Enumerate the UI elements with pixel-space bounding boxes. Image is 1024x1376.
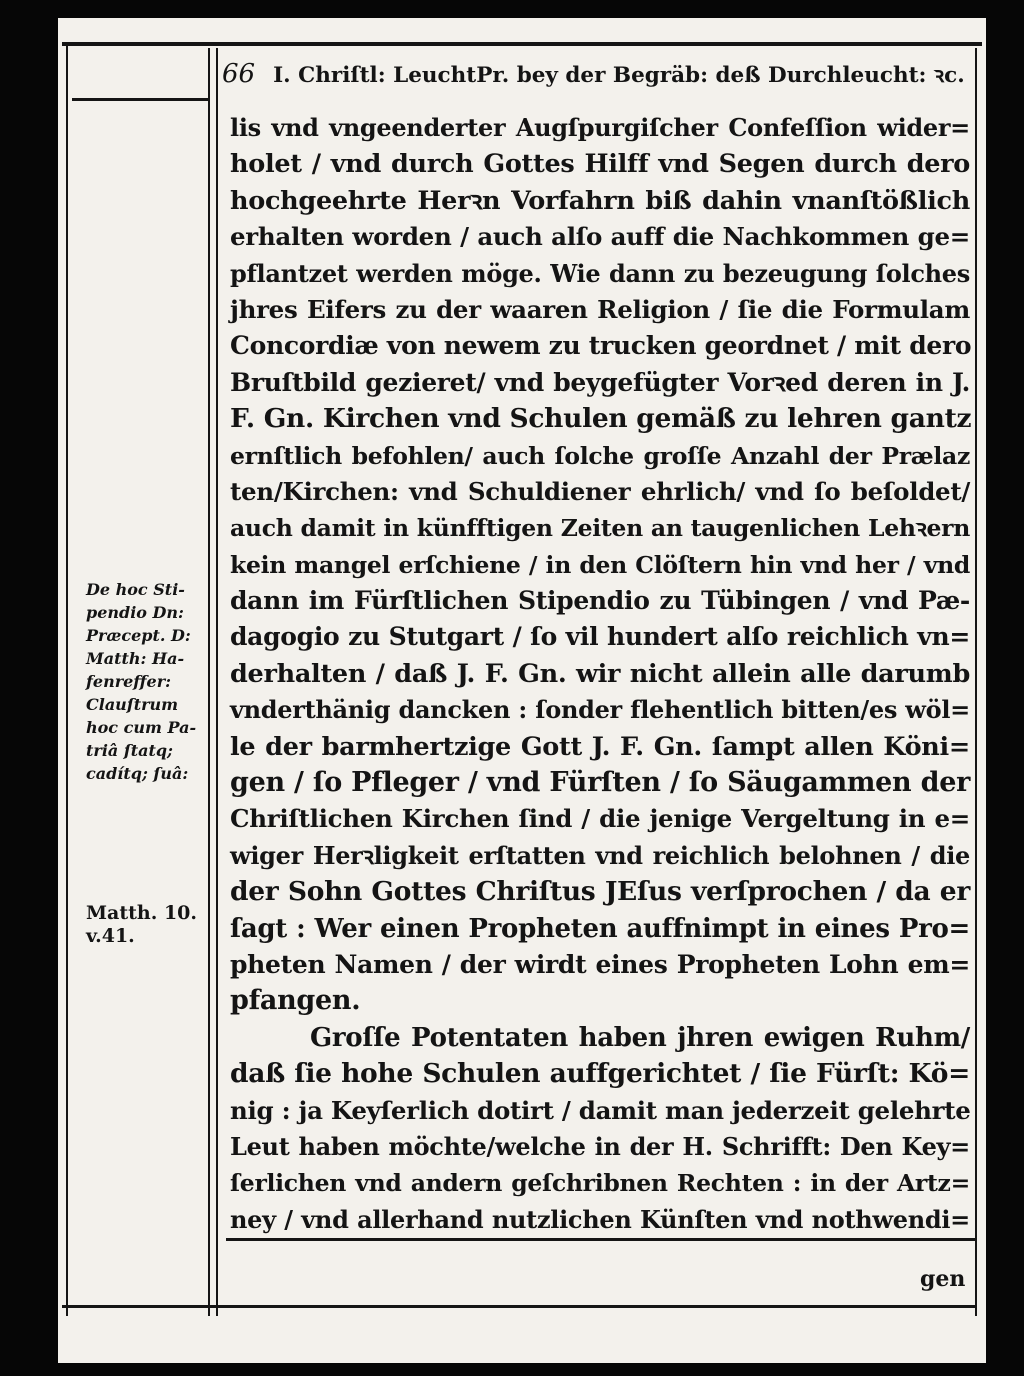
- text-line: Leut haben möchte/welche in der H. Schrifft: Den Key=: [230, 1131, 970, 1161]
- text-line: dagogio zu Stutgart / ſo vil hundert alſo reichlich vn=: [230, 622, 970, 652]
- margin-note-line: pendio Dn:: [86, 603, 184, 622]
- text-line: daß ſie hohe Schulen auffgerichtet / ſie Fürſt: Kö=: [230, 1058, 970, 1090]
- text-bottom-rule: [226, 1238, 976, 1241]
- margin-note-line: De hoc Sti-: [86, 580, 185, 599]
- text-line: der Sohn Gottes Chriſtus JEſus verſprochen / da er: [230, 876, 970, 908]
- running-title: I. Chriſtl: LeuchtPr. bey der Begräb: deß Durchleucht: ꝛc.: [273, 62, 965, 88]
- text-line: pheten Namen / der wirdt eines Propheten Lohn em=: [230, 949, 970, 979]
- text-line: erhalten worden / auch alſo auff die Nachkommen ge=: [230, 222, 970, 252]
- text-line: vnderthänig dancken : ſonder flehentlich bitten/es wöl=: [230, 695, 970, 725]
- header-rule: [62, 42, 982, 46]
- text-line: dann im Fürſtlichen Stipendio zu Tübingen / vnd Pæ-: [230, 586, 970, 616]
- margin-note-line: fenreffer:: [86, 672, 172, 691]
- text-line: ſerlichen vnd andern geſchribnen Rechten : in der Artz=: [230, 1169, 970, 1198]
- text-line: Bruſtbild gezieret/ vnd beygefügter Vorꝛed deren in J.: [230, 367, 970, 397]
- margin-note-line: Præcept. D:: [86, 626, 191, 645]
- running-header: [222, 54, 974, 94]
- text-line: ten/Kirchen: vnd Schuldiener ehrlich/ vnd ſo beſoldet/: [230, 476, 970, 506]
- margin-header-rule: [72, 98, 208, 101]
- left-border-rule: [66, 46, 68, 1316]
- text-line: holet / vnd durch Gottes Hilff vnd Segen durch dero: [230, 149, 970, 180]
- text-line: auch damit in künfftigen Zeiten an taugenlichen Lehꝛern: [230, 514, 970, 543]
- margin-note-line: Matth: Ha-: [86, 649, 185, 668]
- text-line: ernſtlich befohlen/ auch ſolche groſſe Anzahl der Prælaz: [230, 441, 970, 470]
- margin-note-line: Clauſtrum: [86, 695, 179, 714]
- text-line: lis vnd vngeenderter Augſpurgiſcher Confeſſion wider=: [230, 113, 970, 142]
- margin-note-line: hoc cum Pa-: [86, 718, 197, 737]
- margin-note-line: Matth. 10.: [86, 902, 197, 924]
- text-line: gen / ſo Pfleger / vnd Fürſten / ſo Säugammen der: [230, 767, 970, 799]
- margin-note-line: cadítq; ſuâ:: [86, 764, 189, 783]
- page-number: 66: [222, 59, 256, 89]
- text-line: F. Gn. Kirchen vnd Schulen gemäß zu lehren gantz: [230, 403, 972, 435]
- footer-rule: [62, 1305, 976, 1308]
- text-line: nig : ja Keyſerlich dotirt / damit man jederzeit gelehrte: [230, 1095, 971, 1125]
- gutter-rule-outer: [208, 48, 210, 1316]
- text-line: wiger Herꝛligkeit erſtatten vnd reichlich belohnen / die: [230, 840, 970, 870]
- margin-note-scripture-ref: [86, 902, 204, 948]
- text-line: hochgeehrte Herꝛn Vorfahrn biß dahin vnanſtößlich: [230, 185, 970, 216]
- text-line: Concordiæ von newem zu trucken geordnet / mit dero: [230, 331, 972, 361]
- catchword: gen: [920, 1266, 966, 1292]
- right-border-rule: [975, 48, 977, 1316]
- paragraph-start-line: Groſſe Potentaten haben jhren ewigen Ruhm/: [310, 1022, 970, 1053]
- body-text: [230, 110, 970, 1238]
- text-line: Chriſtlichen Kirchen ſind / die jenige Vergeltung in e=: [230, 804, 970, 834]
- text-line: jhres Eifers zu der waaren Religion / ſie die Formulam: [230, 294, 970, 324]
- text-line: pflantzet werden möge. Wie dann zu bezeugung ſolches: [230, 258, 970, 288]
- margin-note-line: triâ ſtatq;: [86, 741, 173, 760]
- text-line: kein mangel erſchiene / in den Clöſtern hin vnd her / vnd: [230, 550, 970, 579]
- text-line: ney / vnd allerhand nutzlichen Künſten vnd nothwendi=: [230, 1204, 970, 1234]
- text-line: le der barmhertzige Gott J. F. Gn. ſampt allen Köni=: [230, 731, 970, 762]
- margin-note-line: v.41.: [86, 925, 135, 947]
- text-line: pfangen.: [230, 985, 361, 1017]
- text-line: derhalten / daß J. F. Gn. wir nicht allein alle darumb: [230, 658, 970, 689]
- margin-note-stipendium: [86, 578, 204, 785]
- text-line: ſagt : Wer einen Propheten auffnimpt in eines Pro=: [230, 913, 970, 944]
- gutter-rule-inner: [216, 48, 218, 1316]
